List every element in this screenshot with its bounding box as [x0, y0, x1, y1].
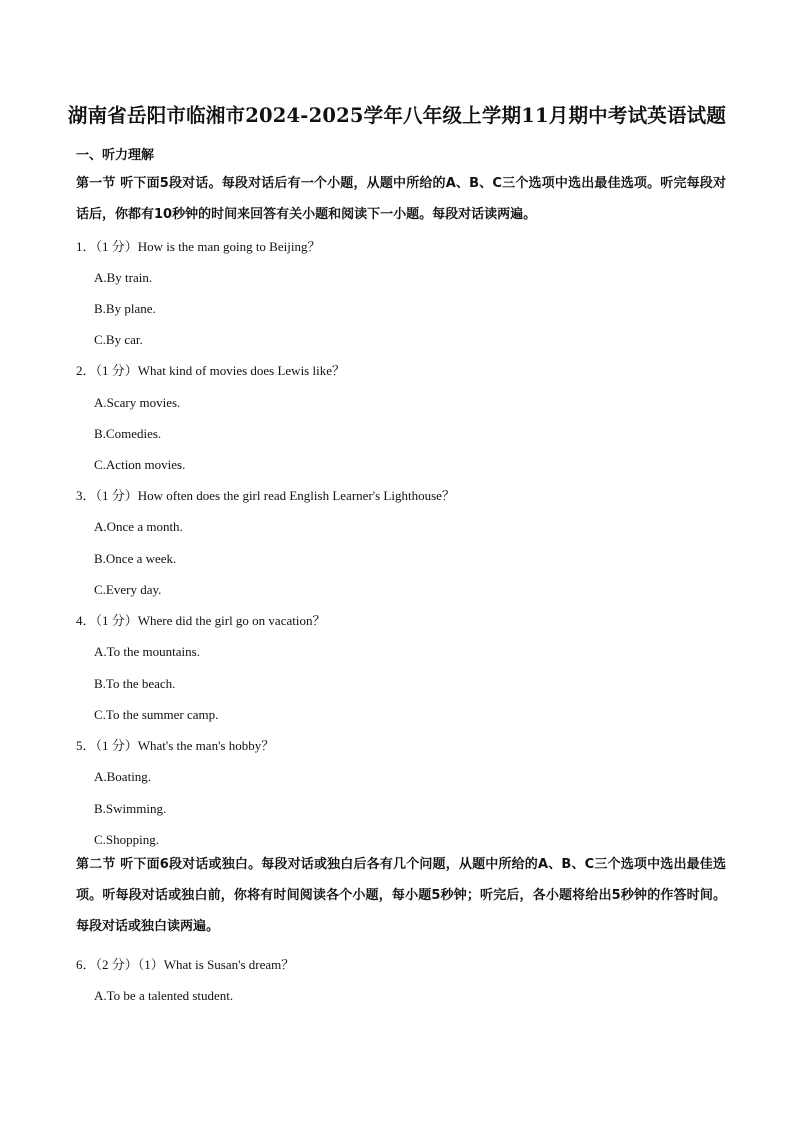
question-6-option-a: A.To be a talented student. [94, 988, 234, 1003]
question-5-option-b: B.Swimming. [94, 801, 167, 816]
question-1-option-b: B.By plane. [94, 301, 156, 316]
question-3-option-b: B.Once a week. [94, 551, 177, 566]
question-1-option-a: A.By train. [94, 270, 153, 285]
page-title: 湖南省岳阳市临湘市2024-2025学年八年级上学期11月期中考试英语试题 [67, 104, 727, 127]
question-4-option-b: B.To the beach. [94, 676, 176, 691]
question-3: 3．（1 分）How often does the girl read English Learner's Lighthouse？ [76, 488, 455, 503]
question-3-option-a: A.Once a month. [94, 519, 183, 534]
question-4: 4．（1 分）Where did the girl go on vacation？ [76, 613, 326, 628]
question-4-option-a: A.To the mountains. [94, 644, 200, 659]
question-5-option-c: C.Shopping. [94, 832, 160, 847]
question-2-option-a: A.Scary movies. [94, 395, 181, 410]
question-4-option-c: C.To the summer camp. [94, 707, 219, 722]
question-2: 2．（1 分）What kind of movies does Lewis like？ [76, 363, 345, 378]
question-5: 5．（1 分）What's the man's hobby？ [76, 738, 275, 753]
question-3-option-c: C.Every day. [94, 582, 162, 597]
section-heading: 一、听力理解 [76, 148, 155, 163]
question-6: 6．（2 分）（1）What is Susan's dream？ [76, 957, 295, 972]
question-1-option-c: C.By car. [94, 332, 143, 347]
part2-instructions: 第二节 听下面6段对话或独白。每段对话或独白后各有几个问题，从题中所给的A、B、C三个选项中选出最佳选项。听每段对话或独白前，你将有时间阅读各个小题，每小题5秒钟；听完后，各小题将给出5秒钟的作答时间。每段对话或独白读两遍。 [76, 857, 726, 934]
question-1: 1．（1 分）How is the man going to Beijing？ [76, 239, 321, 254]
part1-instructions: 第一节 听下面5段对话。每段对话后有一个小题，从题中所给的A、B、C三个选项中选出最佳选项。听完每段对话后，你都有10秒钟的时间来回答有关小题和阅读下一小题。每段对话读两遍。 [76, 176, 726, 222]
question-5-option-a: A.Boating. [94, 769, 152, 784]
question-2-option-c: C.Action movies. [94, 457, 186, 472]
question-2-option-b: B.Comedies. [94, 426, 162, 441]
